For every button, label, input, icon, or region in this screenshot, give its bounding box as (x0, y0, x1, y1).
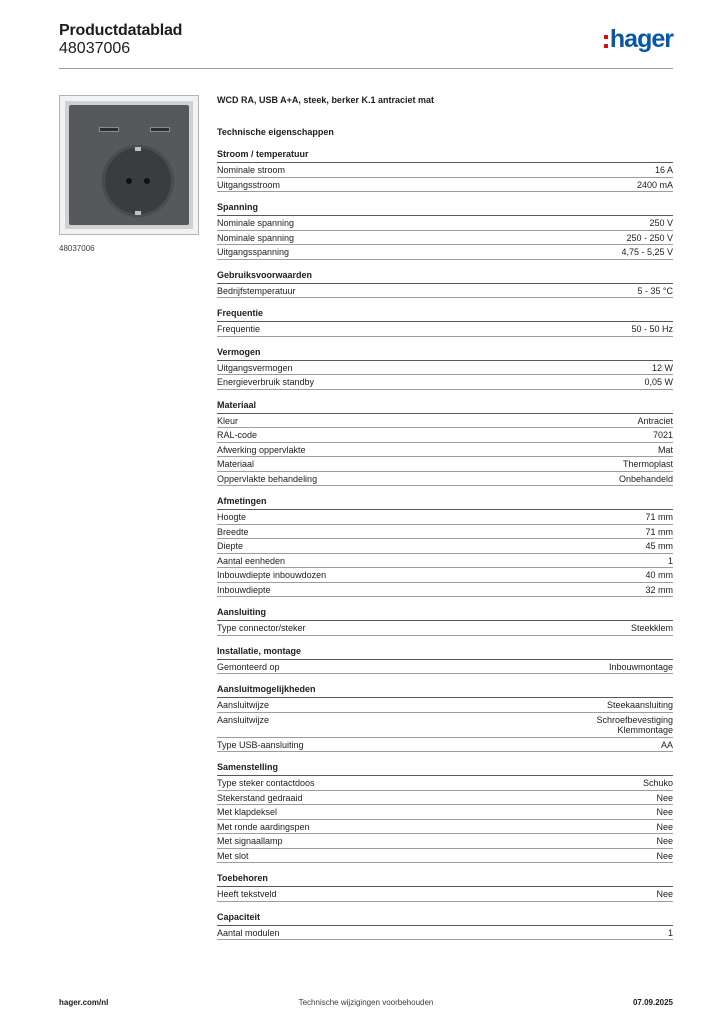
spec-label: RAL-code (217, 430, 258, 440)
section-title: Technische eigenschappen (217, 127, 334, 137)
spec-row (217, 698, 673, 713)
spec-row (217, 738, 673, 753)
product-name: WCD RA, USB A+A, steek, berker K.1 antraciet mat (217, 95, 434, 105)
spec-group-title: Samenstelling (217, 761, 673, 776)
usb-port-icon (150, 127, 170, 132)
spec-value: 71 mm (645, 512, 673, 522)
spec-group-title: Installatie, montage (217, 645, 673, 660)
footer-date: 07.09.2025 (632, 998, 673, 1007)
spec-row (217, 163, 673, 178)
spec-group (217, 399, 673, 487)
spec-row (217, 660, 673, 675)
spec-row (217, 525, 673, 540)
spec-value: Schuko (642, 778, 673, 788)
spec-value: 7021 (652, 430, 673, 440)
spec-row (217, 554, 673, 569)
logo-dots-icon (604, 35, 608, 48)
earth-clip-icon (135, 211, 141, 215)
spec-label: Aantal eenheden (217, 555, 286, 566)
spec-row (217, 414, 673, 429)
spec-group-title: Vermogen (217, 346, 673, 361)
spec-label: Type connector/steker (217, 623, 306, 633)
spec-groups (217, 148, 673, 940)
spec-row (217, 375, 673, 390)
spec-row (217, 231, 673, 246)
spec-group-title: Gebruiksvoorwaarden (217, 269, 673, 284)
spec-label: Uitgangsstroom (217, 179, 281, 190)
spec-label: Afwerking oppervlakte (217, 444, 306, 455)
spec-group (217, 606, 673, 636)
footer-disclaimer: Technische wijzigingen voorbehouden (298, 998, 434, 1007)
spec-value: 2400 mA (636, 179, 673, 190)
spec-label: Materiaal (217, 459, 255, 469)
spec-value: Antraciet (637, 415, 673, 426)
spec-row (217, 568, 673, 583)
spec-label: Nominale spanning (217, 232, 295, 243)
spec-group-title: Afmetingen (217, 495, 673, 510)
spec-group (217, 307, 673, 337)
footer-website: hager.com/nl (59, 998, 109, 1007)
spec-value: Steekklem (630, 623, 673, 633)
spec-group-title: Toebehoren (217, 872, 673, 887)
spec-label: Energieverbruik standby (217, 377, 315, 387)
spec-label: Stekerstand gedraaid (217, 792, 303, 803)
spec-row (217, 539, 673, 554)
spec-group (217, 645, 673, 675)
spec-value: 40 mm (645, 570, 673, 580)
spec-label: Bedrijfstemperatuur (217, 285, 296, 296)
spec-row (217, 361, 673, 376)
image-caption: 48037006 (59, 244, 95, 253)
spec-value: 250 - 250 V (626, 232, 673, 243)
spec-row (217, 322, 673, 337)
spec-group (217, 495, 673, 597)
spec-group (217, 201, 673, 260)
hager-logo (604, 24, 673, 54)
spec-value: 45 mm (645, 541, 673, 551)
spec-value: Nee (656, 792, 673, 803)
logo-text: hager (609, 25, 673, 53)
spec-group-title: Frequentie (217, 307, 673, 322)
spec-group (217, 872, 673, 902)
spec-row (217, 178, 673, 193)
spec-group-title: Spanning (217, 201, 673, 216)
spec-value: 1 (667, 555, 673, 566)
spec-value: 71 mm (645, 526, 673, 537)
spec-label: Met klapdeksel (217, 807, 278, 817)
socket-pin-icon (126, 178, 132, 184)
spec-value: 5 - 35 °C (637, 285, 673, 296)
spec-label: Aansluitwijze (217, 700, 270, 710)
spec-value: 32 mm (645, 584, 673, 595)
spec-row (217, 805, 673, 820)
product-image (59, 95, 199, 235)
spec-label: Kleur (217, 415, 239, 426)
header-divider (59, 68, 673, 69)
spec-label: Nominale spanning (217, 218, 295, 228)
document-number: 48037006 (59, 40, 131, 57)
spec-row (217, 216, 673, 231)
spec-row (217, 443, 673, 458)
spec-label: Inbouwdiepte inbouwdozen (217, 570, 327, 580)
spec-group-title: Aansluiting (217, 606, 673, 621)
spec-row (217, 510, 673, 525)
spec-group (217, 346, 673, 390)
spec-label: Uitgangsvermogen (217, 362, 293, 373)
spec-label: Breedte (217, 526, 249, 537)
earth-clip-icon (135, 147, 141, 151)
document-title: Productdatablad (59, 22, 183, 39)
spec-row (217, 926, 673, 941)
spec-label: Met ronde aardingspen (217, 821, 310, 832)
spec-label: Aansluitwijze (217, 714, 270, 725)
usb-port-icon (99, 127, 119, 132)
spec-label: Oppervlakte behandeling (217, 473, 318, 484)
spec-row (217, 713, 673, 738)
spec-value: Nee (656, 889, 673, 899)
spec-value: 1 (667, 927, 673, 938)
page-header (59, 22, 673, 68)
spec-value: 16 A (654, 165, 673, 175)
spec-row (217, 428, 673, 443)
spec-value: Thermoplast (622, 459, 673, 469)
spec-value: Steekaansluiting (606, 700, 673, 710)
spec-label: Aantal modulen (217, 927, 280, 938)
spec-group-title: Stroom / temperatuur (217, 148, 673, 163)
spec-value: Mat (657, 444, 673, 455)
spec-value: Nee (656, 836, 673, 846)
spec-row (217, 776, 673, 791)
spec-label: Type USB-aansluiting (217, 739, 304, 750)
specification-content (217, 94, 673, 949)
socket-plate (69, 105, 189, 225)
spec-row (217, 791, 673, 806)
spec-value: 250 V (649, 218, 673, 228)
spec-value: Nee (656, 821, 673, 832)
socket-pin-icon (144, 178, 150, 184)
spec-value: Onbehandeld (618, 473, 673, 484)
spec-row (217, 621, 673, 636)
spec-group-title: Capaciteit (217, 911, 673, 926)
spec-row (217, 820, 673, 835)
schuko-socket-icon (102, 145, 174, 217)
spec-row (217, 583, 673, 598)
spec-value: 50 - 50 Hz (631, 324, 673, 334)
spec-value: 0,05 W (644, 377, 673, 387)
spec-group (217, 911, 673, 941)
spec-row (217, 457, 673, 472)
spec-row (217, 849, 673, 864)
spec-label: Diepte (217, 541, 244, 551)
spec-label: Met slot (217, 850, 249, 861)
spec-group-title: Aansluitmogelijkheden (217, 683, 673, 698)
spec-group (217, 269, 673, 299)
spec-value: 12 W (651, 362, 673, 373)
spec-label: Gemonteerd op (217, 661, 280, 672)
spec-label: Met signaallamp (217, 836, 283, 846)
spec-value: 4,75 - 5,25 V (621, 247, 673, 257)
spec-value: Nee (656, 807, 673, 817)
spec-label: Inbouwdiepte (217, 584, 271, 595)
spec-label: Type steker contactdoos (217, 778, 315, 788)
spec-group (217, 761, 673, 863)
spec-label: Hoogte (217, 512, 247, 522)
spec-label: Nominale stroom (217, 165, 286, 175)
spec-row (217, 245, 673, 260)
spec-row (217, 284, 673, 299)
spec-row (217, 472, 673, 487)
spec-row (217, 834, 673, 849)
spec-value: Schroefbevestiging Klemmontage (596, 714, 673, 735)
spec-group (217, 683, 673, 752)
spec-row (217, 887, 673, 902)
spec-label: Uitgangsspanning (217, 247, 290, 257)
page-footer (59, 998, 673, 1010)
spec-group (217, 148, 673, 192)
spec-label: Heeft tekstveld (217, 889, 277, 899)
spec-value: Inbouwmontage (608, 661, 673, 672)
spec-group-title: Materiaal (217, 399, 673, 414)
spec-label: Frequentie (217, 324, 261, 334)
spec-value: AA (660, 739, 673, 750)
spec-value: Nee (656, 850, 673, 861)
